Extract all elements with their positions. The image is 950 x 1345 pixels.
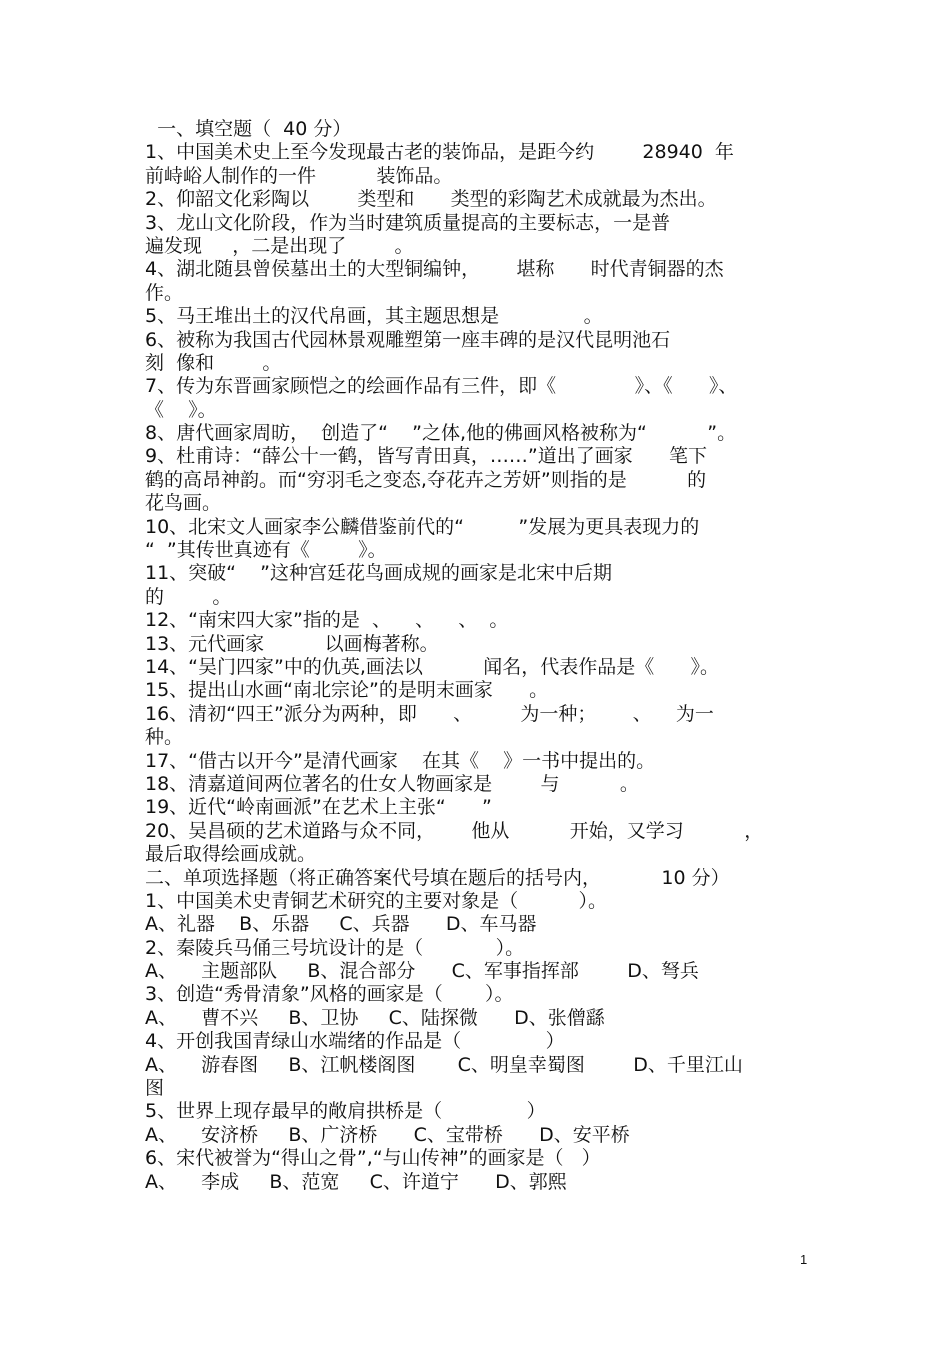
text-line: 6、宋代被誉为“得山之骨”,“与山传神”的画家是（ ） xyxy=(145,1147,601,1170)
text-line: A、 曹不兴 B、卫协 C、陆探微 D、张僧繇 xyxy=(145,1006,605,1029)
text-line: 5、世界上现存最早的敞肩拱桥是（ ） xyxy=(145,1100,546,1123)
text-line: 1、中国美术史上至今发现最古老的装饰品，是距今约 28940 年 xyxy=(145,141,734,164)
text-line: 前峙峪人制作的一件 装饰品。 xyxy=(145,164,453,187)
text-line: 7、传为东晋画家顾恺之的绘画作品有三件，即《 》、《 》、 xyxy=(145,375,738,398)
text-line: 4、开创我国青绿山水端绪的作品是（ ） xyxy=(145,1030,565,1053)
text-line: 2、仰韶文化彩陶以 类型和 类型的彩陶艺术成就最为杰出。 xyxy=(145,188,717,211)
text-line: 《 》。 xyxy=(145,398,217,421)
text-line: A、 安济桥 B、广济桥 C、宝带桥 D、安平桥 xyxy=(145,1123,630,1146)
text-line: 遍发现 ，二是出现了 。 xyxy=(145,234,414,257)
text-line: 11、突破“ ”这种宫廷花鸟画成规的画家是北宋中后期 xyxy=(145,562,613,585)
text-line: 15、提出山水画“南北宗论”的是明末画家 。 xyxy=(145,679,549,702)
exam-text-body xyxy=(145,118,805,1194)
text-line: “ ”其传世真迹有《 》。 xyxy=(145,539,387,562)
text-line: 最后取得绘画成就。 xyxy=(145,843,317,866)
text-line: 作。 xyxy=(145,281,184,304)
text-line: 一、填空题（ 40 分） xyxy=(145,118,352,140)
text-line: 19、近代“岭南画派”在艺术上主张“ ” xyxy=(145,796,492,819)
text-line: 种。 xyxy=(145,726,184,749)
text-line: A、 游春图 B、江帆楼阁图 C、明皇幸蜀图 D、千里江山 xyxy=(145,1053,743,1076)
text-line: A、 主题部队 B、混合部分 C、军事指挥部 D、弩兵 xyxy=(145,960,699,983)
text-line: 1、中国美术史青铜艺术研究的主要对象是（ ）。 xyxy=(145,889,607,912)
text-line: 图 xyxy=(145,1077,165,1100)
text-line: 8、唐代画家周昉， 创造了“ ”之体,他的佛画风格被称为“ ”。 xyxy=(145,422,737,445)
text-line: 5、马王堆出土的汉代帛画，其主题思想是 。 xyxy=(145,305,603,328)
text-line: 二、单项选择题（将正确答案代号填在题后的括号内， 10 分） xyxy=(145,866,730,889)
text-line: 鹤的高昂神韵。而“穷羽毛之变态,夺花卉之芳妍”则指的是 的 xyxy=(145,468,707,491)
page-number: 1 xyxy=(800,1252,808,1267)
text-line: 4、湖北随县曾侯墓出土的大型铜编钟， 堪称 时代青铜器的杰 xyxy=(145,258,724,281)
text-line: 12、“南宋四大家”指的是 、 、 、 。 xyxy=(145,609,509,632)
text-line: 16、清初“四王”派分为两种，即 、 为一种； 、 为一 xyxy=(145,702,714,725)
text-line: 2、秦陵兵马俑三号坑设计的是（ ）。 xyxy=(145,936,525,959)
text-line: 6、被称为我国古代园林景观雕塑第一座丰碑的是汉代昆明池石 xyxy=(145,328,671,351)
text-line: A、 李成 B、范宽 C、许道宁 D、郭熙 xyxy=(145,1170,567,1193)
text-line: 3、龙山文化阶段，作为当时建筑质量提高的主要标志，一是普 xyxy=(145,211,671,234)
text-line: 17、“借古以开今”是清代画家 在其《 》一书中提出的。 xyxy=(145,749,656,772)
text-line: 20、吴昌硕的艺术道路与众不同， 他从 开始，又学习 ， xyxy=(145,819,764,842)
text-line: 13、元代画家 以画梅著称。 xyxy=(145,632,439,655)
text-line: 花鸟画。 xyxy=(145,492,222,515)
text-line: 3、创造“秀骨清象”风格的画家是（ ）。 xyxy=(145,983,514,1006)
text-line: 刻 像和 。 xyxy=(145,351,282,374)
text-line: A、礼器 B、乐器 C、兵器 D、车马器 xyxy=(145,913,537,936)
text-line: 10、北宋文人画家李公麟借鉴前代的“ ”发展为更具表现力的 xyxy=(145,515,700,538)
text-line: 18、清嘉道间两位著名的仕女人物画家是 与 。 xyxy=(145,772,639,795)
text-line: 的 。 xyxy=(145,585,232,608)
text-line: 9、杜甫诗：“薛公十一鹤，皆写青田真，……”道出了画家 笔下 xyxy=(145,445,708,468)
text-line: 14、“吴门四家”中的仇英,画法以 闻名，代表作品是《 》。 xyxy=(145,655,720,678)
